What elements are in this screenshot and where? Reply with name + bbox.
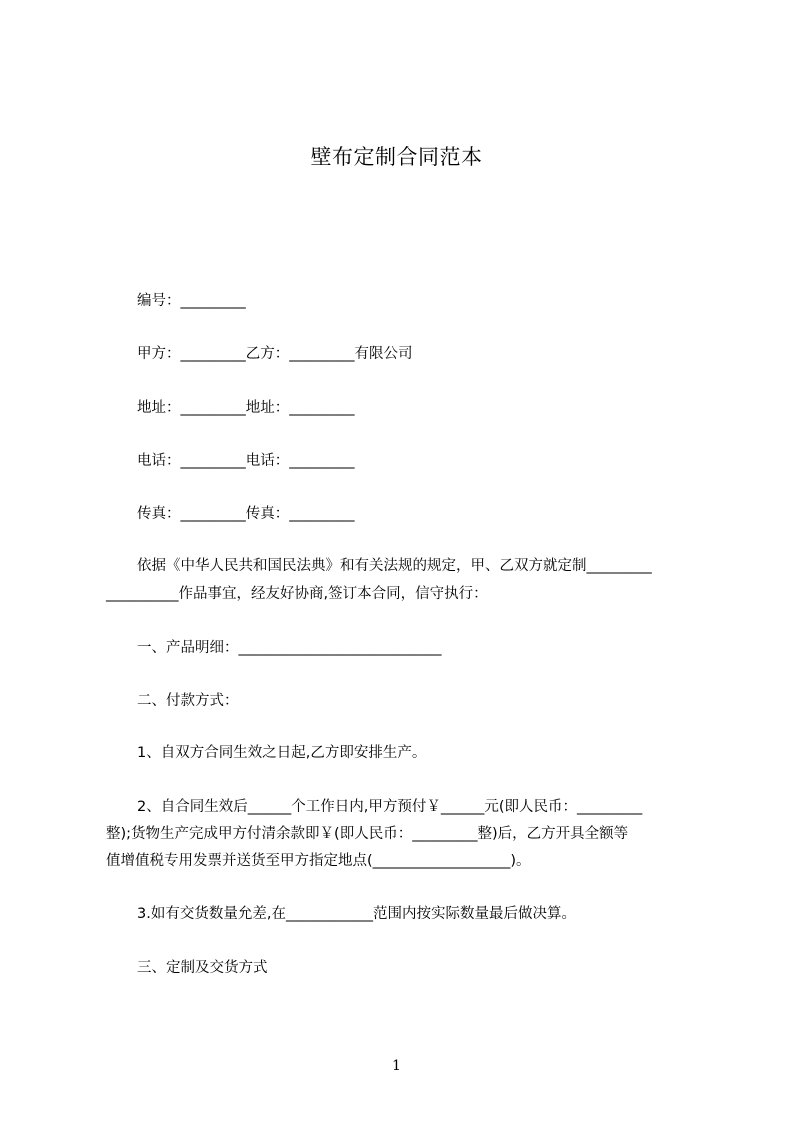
intro-paragraph-line-1: 依据《中华人民共和国民法典》和有关法规的规定，甲、乙双方就定制_________ — [137, 558, 652, 574]
intro-paragraph-line-2: __________作品事宜，经友好协商,签订本合同，信守执行： — [106, 586, 488, 602]
clause-2-line-2: 整);货物生产完成甲方付清余款即￥(即人民币：_________整)后，乙方开具全额等 — [106, 826, 629, 842]
parties-line: 甲方：_________乙方：_________有限公司 — [137, 346, 413, 362]
clause-3: 3.如有交货数量允差,在____________范围内按实际数量最后做决算。 — [137, 906, 576, 922]
clause-2-line-1: 2、自合同生效后______个工作日内,甲方预付￥______元(即人民币：_________ — [137, 799, 643, 815]
address-line: 地址：_________地址：_________ — [137, 400, 355, 416]
section-payment-method: 二、付款方式： — [137, 693, 239, 709]
phone-line: 电话：_________电话：_________ — [137, 453, 355, 469]
document-title: 壁布定制合同范本 — [310, 145, 483, 169]
fax-line: 传真：_________传真：_________ — [137, 506, 355, 522]
section-customization-delivery: 三、定制及交货方式 — [137, 960, 268, 976]
clause-2-line-3: 值增值税专用发票并送货至甲方指定地点(___________________)。 — [106, 853, 531, 869]
clause-1: 1、自双方合同生效之日起,乙方即安排生产。 — [137, 745, 427, 761]
section-product-details: 一、产品明细：____________________________ — [137, 640, 442, 656]
contract-number-line: 编号：_________ — [137, 293, 246, 309]
page-number: 1 — [392, 1058, 401, 1074]
